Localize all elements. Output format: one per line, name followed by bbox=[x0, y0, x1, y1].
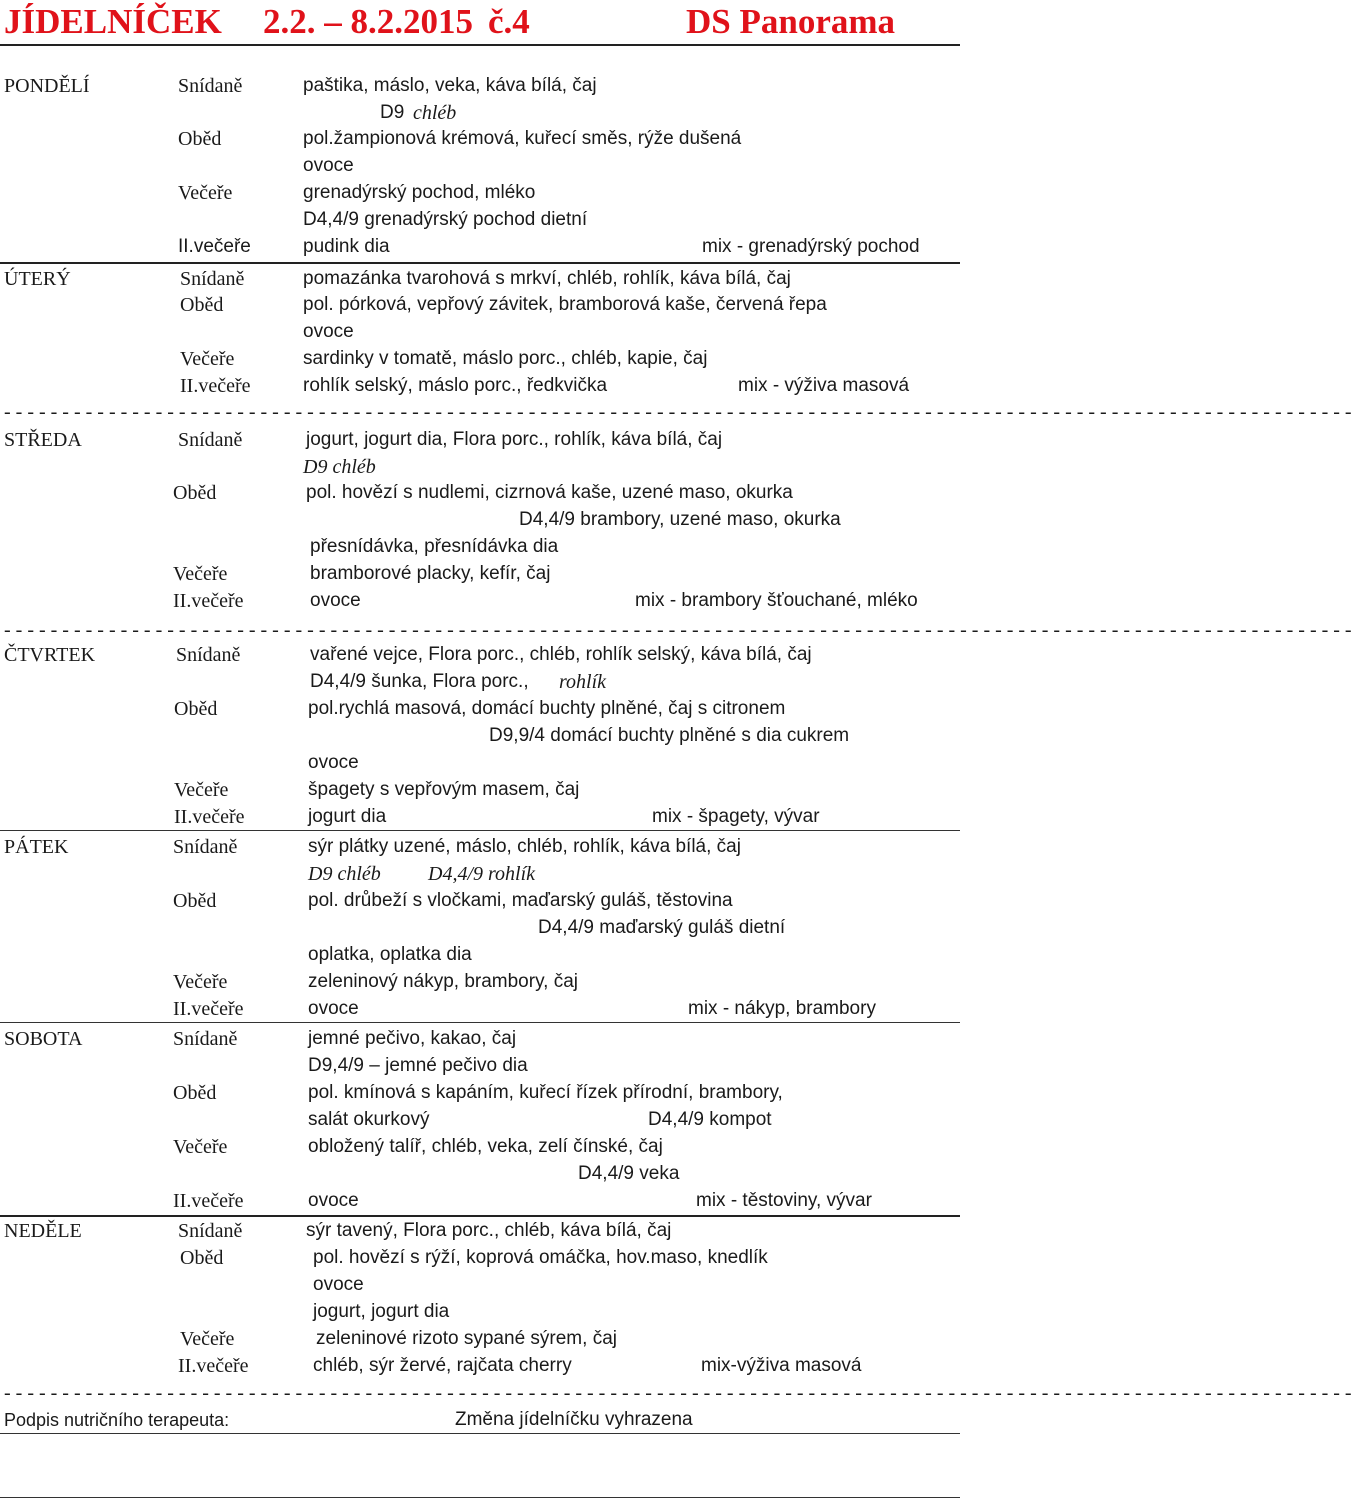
day-divider bbox=[0, 1022, 960, 1023]
meal-text: jogurt, jogurt dia, Flora porc., rohlík, káva bílá, čaj bbox=[306, 429, 723, 450]
footer-line bbox=[0, 1433, 960, 1434]
meal-extra: oplatka, oplatka dia bbox=[308, 944, 472, 965]
menu-number: č.4 bbox=[488, 2, 530, 41]
mix-text: mix - nákyp, brambory bbox=[688, 998, 876, 1019]
meal-text: pol. hovězí s rýží, koprová omáčka, hov.maso, knedlík bbox=[313, 1247, 768, 1268]
menu-header bbox=[0, 0, 960, 44]
mix-text: mix - výživa masová bbox=[738, 375, 910, 396]
meal-text: sýr plátky uzené, máslo, chléb, rohlík, káva bílá, čaj bbox=[308, 836, 741, 857]
diet-text: D4,4/9 šunka, Flora porc., bbox=[310, 671, 529, 692]
diet-text: D4,4/9 veka bbox=[578, 1163, 680, 1184]
meal-label: Snídaně bbox=[176, 644, 241, 666]
dashed-divider: - - - - - - - - - - - - - - - - - - - - - - - - - - - - - - - - - - - - - - - - - - - - - - - - - - - - - - - - - - - - - - - - - - - - - - - - - - - - - - - - - - - - - - - - - - - - - - - - - - - - - - - - - - - - - - - - - - - - bbox=[4, 1382, 1352, 1404]
diet-text: D9,9/4 domácí buchty plněné s dia cukrem bbox=[489, 725, 850, 746]
meal-text: pol. pórková, vepřový závitek, bramborová kaše, červená řepa bbox=[303, 294, 827, 315]
header-divider bbox=[0, 44, 960, 46]
day-name-tuesday: ÚTERÝ bbox=[4, 268, 71, 290]
meal-extra: přesnídávka, přesnídávka dia bbox=[310, 536, 559, 557]
meal-label: Oběd bbox=[174, 698, 218, 720]
meal-label: Oběd bbox=[173, 482, 217, 504]
menu-title: JÍDELNÍČEK bbox=[4, 2, 222, 41]
meal-text: sardinky v tomatě, máslo porc., chléb, kapie, čaj bbox=[303, 348, 708, 369]
meal-label: Večeře bbox=[174, 779, 229, 801]
day-name-monday: PONDĚLÍ bbox=[4, 75, 90, 97]
meal-text: rohlík selský, máslo porc., ředkvička bbox=[303, 375, 608, 396]
meal-text: ovoce bbox=[310, 590, 361, 611]
mix-text: mix - těstoviny, vývar bbox=[696, 1190, 872, 1211]
meal-label: Oběd bbox=[173, 890, 217, 912]
mix-text: mix - brambory šťouchané, mléko bbox=[635, 590, 918, 611]
meal-text: grenadýrský pochod, mléko bbox=[303, 182, 536, 203]
diet-text-italic: rohlík bbox=[559, 671, 607, 693]
diet-text: D9 chléb bbox=[303, 456, 376, 478]
meal-label: II.večeře bbox=[180, 375, 251, 397]
dashed-divider: - - - - - - - - - - - - - - - - - - - - - - - - - - - - - - - - - - - - - - - - - - - - - - - - - - - - - - - - - - - - - - - - - - - - - - - - - - - - - - - - - - - - - - - - - - - - - - - - - - - - - - - - - - - - - - - - - - - - bbox=[4, 401, 1352, 423]
facility-name: DS Panorama bbox=[686, 2, 896, 41]
meal-label: Oběd bbox=[180, 294, 224, 316]
meal-text: chléb, sýr žervé, rajčata cherry bbox=[313, 1355, 572, 1376]
menu-dates: 2.2. – 8.2.2015 bbox=[263, 2, 473, 41]
meal-text: pol.žampionová krémová, kuřecí směs, rýže dušená bbox=[303, 128, 742, 149]
signature-label: Podpis nutričního terapeuta: bbox=[4, 1410, 230, 1430]
meal-label: Večeře bbox=[178, 182, 233, 204]
meal-label: Oběd bbox=[178, 128, 222, 150]
meal-label: Večeře bbox=[180, 348, 235, 370]
day-name-sunday: NEDĚLE bbox=[4, 1220, 82, 1242]
meal-text: špagety s vepřovým masem, čaj bbox=[308, 779, 580, 800]
meal-text: jogurt dia bbox=[308, 806, 387, 827]
meal-label: Večeře bbox=[173, 971, 228, 993]
meal-text: jemné pečivo, kakao, čaj bbox=[308, 1028, 517, 1049]
meal-text: vařené vejce, Flora porc., chléb, rohlík selský, káva bílá, čaj bbox=[310, 644, 812, 665]
meal-text: paštika, máslo, veka, káva bílá, čaj bbox=[303, 75, 597, 96]
meal-extra: ovoce bbox=[303, 155, 354, 176]
diet-text: D4,4/9 maďarský guláš dietní bbox=[538, 917, 786, 938]
diet-text: D4,4/9 rohlík bbox=[428, 863, 536, 885]
diet-code: D9 bbox=[380, 102, 405, 123]
meal-text: pol. kmínová s kapáním, kuřecí řízek přírodní, brambory, bbox=[308, 1082, 783, 1103]
change-note: Změna jídelníčku vyhrazena bbox=[455, 1409, 693, 1430]
meal-text: pol. hovězí s nudlemi, cizrnová kaše, uzené maso, okurka bbox=[306, 482, 793, 503]
meal-text: sýr tavený, Flora porc., chléb, káva bílá, čaj bbox=[306, 1220, 672, 1241]
meal-extra: ovoce bbox=[308, 752, 359, 773]
meal-label: Snídaně bbox=[180, 268, 245, 290]
meal-text: obložený talíř, chléb, veka, zelí čínské, čaj bbox=[308, 1136, 663, 1157]
day-divider bbox=[0, 1215, 960, 1217]
meal-label: Snídaně bbox=[178, 75, 243, 97]
meal-label: II.večeře bbox=[174, 806, 245, 828]
meal-label: II.večeře bbox=[173, 590, 244, 612]
diet-text: D9 chléb bbox=[308, 863, 381, 885]
meal-label: Večeře bbox=[180, 1328, 235, 1350]
meal-extra: ovoce bbox=[313, 1274, 364, 1295]
meal-text: pol.rychlá masová, domácí buchty plněné, čaj s citronem bbox=[308, 698, 786, 719]
dashed-divider: - - - - - - - - - - - - - - - - - - - - - - - - - - - - - - - - - - - - - - - - - - - - - - - - - - - - - - - - - - - - - - - - - - - - - - - - - - - - - - - - - - - - - - - - - - - - - - - - - - - - - - - - - - - - - - - - - - - - bbox=[4, 619, 1352, 641]
meal-extra: jogurt, jogurt dia bbox=[313, 1301, 450, 1322]
meal-label: Snídaně bbox=[173, 1028, 238, 1050]
day-name-friday: PÁTEK bbox=[4, 836, 69, 858]
diet-text: chléb bbox=[413, 102, 457, 124]
mix-text: mix - grenadýrský pochod bbox=[702, 236, 920, 257]
diet-text: D9,4/9 – jemné pečivo dia bbox=[308, 1055, 528, 1076]
mix-text: mix - špagety, vývar bbox=[652, 806, 820, 827]
meal-text: zeleninový nákyp, brambory, čaj bbox=[308, 971, 578, 992]
meal-text: bramborové placky, kefír, čaj bbox=[310, 563, 551, 584]
meal-text: pudink dia bbox=[303, 236, 390, 257]
meal-text: ovoce bbox=[308, 1190, 359, 1211]
meal-text: pol. drůbeží s vločkami, maďarský guláš, těstovina bbox=[308, 890, 733, 911]
meal-label: II.večeře bbox=[173, 1190, 244, 1212]
diet-text: D4,4/9 grenadýrský pochod dietní bbox=[303, 209, 588, 230]
bottom-line bbox=[0, 1497, 960, 1498]
meal-text: zeleninové rizoto sypané sýrem, čaj bbox=[316, 1328, 617, 1349]
meal-text: pomazánka tvarohová s mrkví, chléb, rohlík, káva bílá, čaj bbox=[303, 268, 791, 289]
meal-label: Večeře bbox=[173, 563, 228, 585]
meal-text-cont: salát okurkový bbox=[308, 1109, 430, 1130]
meal-text: ovoce bbox=[308, 998, 359, 1019]
day-divider bbox=[0, 830, 960, 831]
day-divider bbox=[0, 262, 960, 264]
meal-label: II.večeře bbox=[178, 236, 251, 257]
diet-text: D4,4/9 kompot bbox=[648, 1109, 772, 1130]
mix-text: mix-výživa masová bbox=[701, 1355, 862, 1376]
day-name-wednesday: STŘEDA bbox=[4, 429, 82, 451]
meal-label: II.večeře bbox=[178, 1355, 249, 1377]
meal-label: Snídaně bbox=[173, 836, 238, 858]
day-name-thursday: ČTVRTEK bbox=[4, 644, 96, 666]
meal-label: Oběd bbox=[180, 1247, 224, 1269]
meal-label: Večeře bbox=[173, 1136, 228, 1158]
meal-extra: ovoce bbox=[303, 321, 354, 342]
meal-label: Oběd bbox=[173, 1082, 217, 1104]
meal-label: Snídaně bbox=[178, 429, 243, 451]
meal-label: Snídaně bbox=[178, 1220, 243, 1242]
meal-label: II.večeře bbox=[173, 998, 244, 1020]
day-name-saturday: SOBOTA bbox=[4, 1028, 83, 1050]
diet-text: D4,4/9 brambory, uzené maso, okurka bbox=[519, 509, 841, 530]
